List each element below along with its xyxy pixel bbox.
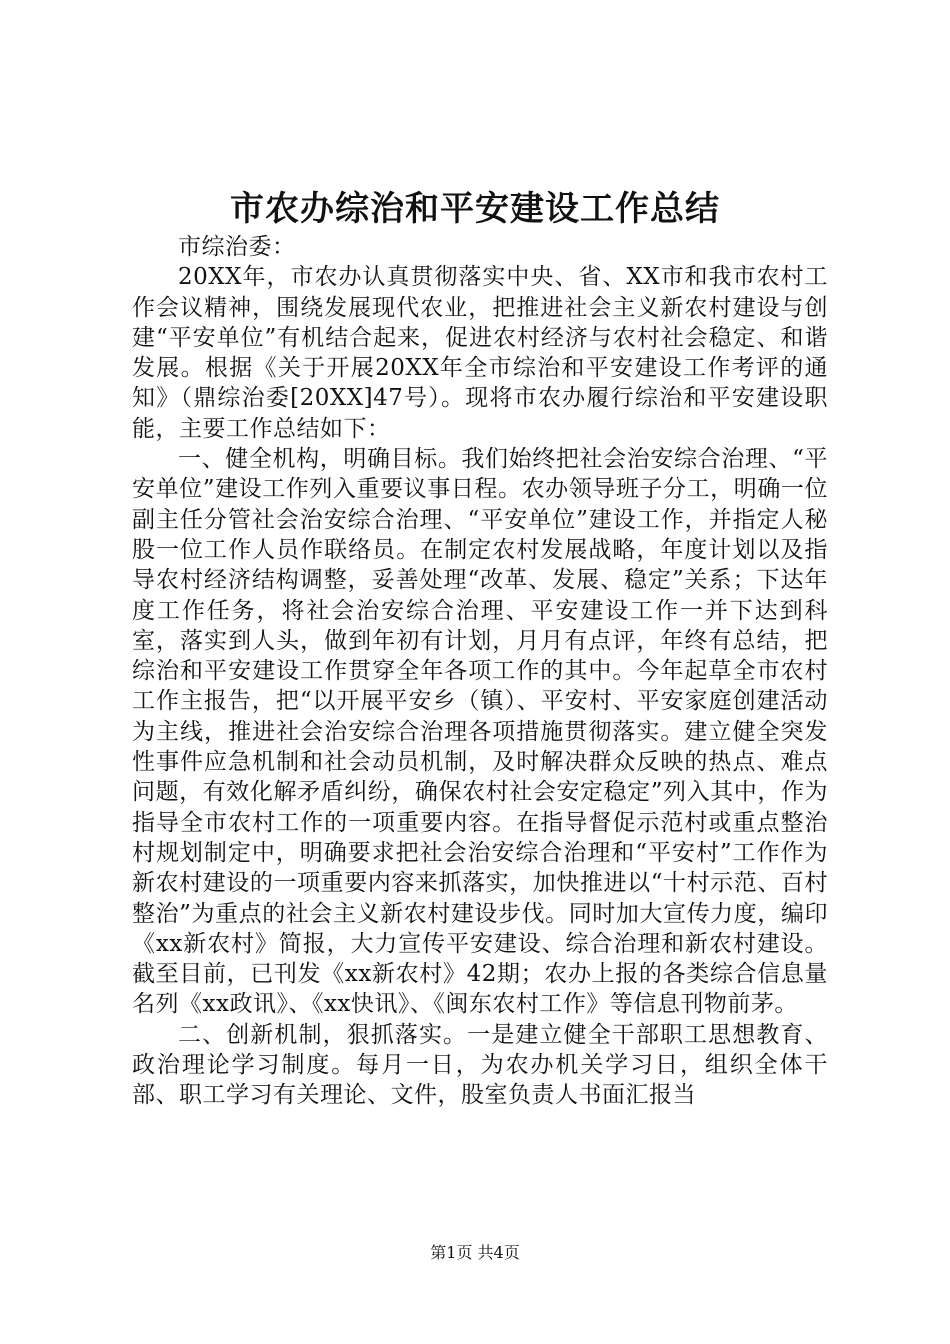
paragraph-section-2: 二、创新机制，狠抓落实。一是建立健全干部职工思想教育、政治理论学习制度。每月一日，为农办机关学习日，组织全体干部、职工学习有关理论、文件，股室负责人书面汇报当	[132, 1021, 828, 1109]
document-body	[132, 232, 828, 1111]
page-number: 第1页 共4页	[430, 1243, 520, 1262]
document-title: 市农办综治和平安建设工作总结	[230, 189, 720, 229]
paragraph-intro: 20XX年，市农办认真贯彻落实中央、省、XX市和我市农村工作会议精神，围绕发展现代农业，把推进社会主义新农村建设与创建“平安单位”有机结合起来，促进农村经济与农村社会稳定、和谐发展。根据《关于开展20XX年全市综治和平安建设工作考评的通知》（鼎综治委[20XX]47号）。现将市农办履行综治和平安建设职能，主要工作总结如下：	[132, 264, 828, 442]
paragraph-section-1: 一、健全机构，明确目标。我们始终把社会治安综合治理、“平安单位”建设工作列入重要议事日程。农办领导班子分工，明确一位副主任分管社会治安综合治理、“平安单位”建设工作，并指定人秘股一位工作人员作联络员。在制定农村发展战略，年度计划以及指导农村经济结构调整，妥善处理“改革、发展、稳定”关系；下达年度工作任务，将社会治安综合治理、平安建设工作一并下达到科室，落实到人头，做到年初有计划，月月有点评，年终有总结，把综治和平安建设工作贯穿全年各项工作的其中。今年起草全市农村工作主报告，把“以开展平安乡（镇）、平安村、平安家庭创建活动为主线，推进社会治安综合治理各项措施贯彻落实。建立健全突发性事件应急机制和社会动员机制，及时解决群众反映的热点、难点问题，有效化解矛盾纠纷，确保农村社会安定稳定”列入其中，作为指导全市农村工作的一项重要内容。在指导督促示范村或重点整治村规划制定中，明确要求把社会治安综合治理和“平安村”工作作为新农村建设的一项重要内容来抓落实，加快推进以“十村示范、百村整治”为重点的社会主义新农村建设步伐。同时加大宣传力度，编印《xx新农村》简报，大力宣传平安建设、综合治理和新农村建设。截至目前，已刊发《xx新农村》42期；农办上报的各类综合信息量名列《xx政讯》、《xx快讯》、《闽东农村工作》等信息刊物前茅。	[132, 446, 828, 1018]
salutation: 市综治委：	[178, 234, 296, 260]
